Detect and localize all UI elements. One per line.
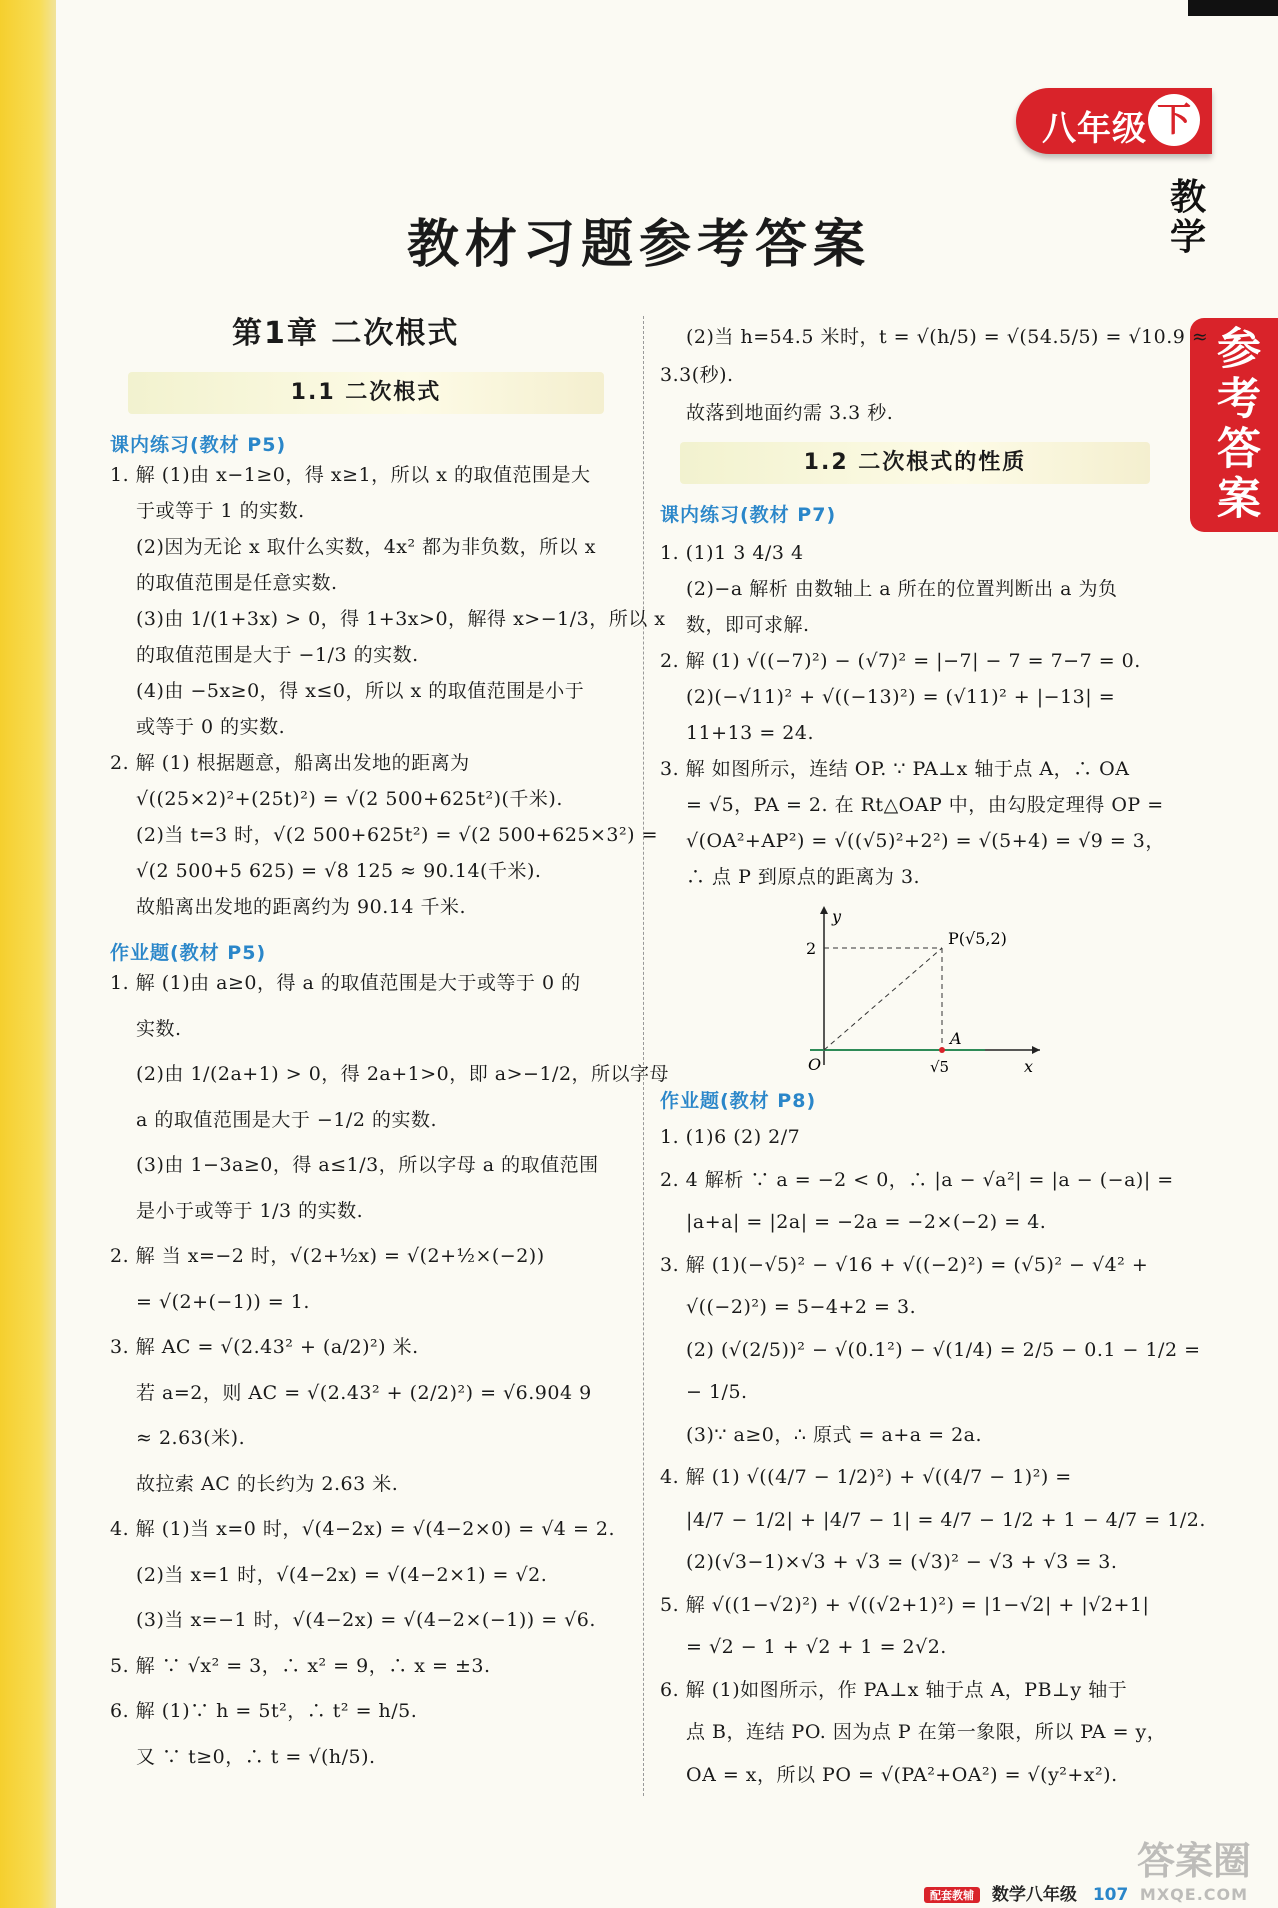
answer-line: 1. 解 (1)由 a≥0，得 a 的取值范围是大于或等于 0 的 [110,972,581,994]
answer-line: OA = x，所以 PO = √(PA²+OA²) = √(y²+x²). [686,1763,1118,1786]
answer-line: 点 B，连结 PO. 因为点 P 在第一象限，所以 PA = y， [686,1721,1167,1743]
watermark-logo [1110,1830,1278,1908]
subhead-homework-2: 作业题(教材 P8) [660,1090,817,1112]
answer-line: (3)由 1/(1+3x) > 0，得 1+3x>0，解得 x>−1/3，所以 x [136,608,666,630]
answer-line: 若 a=2，则 AC = √(2.43² + (2/2)²) = √6.904 9 [136,1381,592,1404]
a-label: A [950,1029,962,1048]
answer-line: 1. 解 (1)由 x−1≥0，得 x≥1，所以 x 的取值范围是大 [110,464,591,486]
answer-line: 的取值范围是大于 −1/3 的实数. [136,644,419,666]
answer-line: a 的取值范围是大于 −1/2 的实数. [136,1108,437,1131]
answer-line: 于或等于 1 的实数. [136,500,305,522]
answer-line: ≈ 2.63(米). [136,1427,246,1449]
answer-line: 2. 4 解析 ∵ a = −2 < 0，∴ |a − √a²| = |a − (−a)| = [660,1168,1174,1191]
watermark-text: 答案圈 [1136,1839,1251,1883]
answer-line: 数，即可求解. [686,614,810,636]
subhead-in-class-practice-2: 课内练习(教材 P7) [660,504,837,526]
answer-line: (3)当 x=−1 时，√(4−2x) = √(4−2×(−1)) = √6. [136,1609,596,1631]
o-label: O [808,1055,822,1074]
answer-line: 或等于 0 的实数. [136,716,286,738]
answer-line: |a+a| = |2a| = −2a = −2×(−2) = 4. [686,1211,1047,1233]
subhead-homework: 作业题(教材 P5) [110,942,267,964]
coordinate-graph [770,900,1050,1080]
answer-line: 5. 解 ∵ √x² = 3，∴ x² = 9，∴ x = ±3. [110,1654,491,1677]
answer-line: 6. 解 (1)如图所示，作 PA⊥x 轴于点 A，PB⊥y 轴于 [660,1678,1128,1701]
term-label: 下 [1148,94,1200,146]
answer-line: (2)当 x=1 时，√(4−2x) = √(4−2×1) = √2. [136,1563,548,1586]
answer-line: 3. 解 (1)(−√5)² − √16 + √((−2)²) = (√5)² − √4² + [660,1253,1149,1276]
column-divider [643,316,644,1796]
answer-line: (2)(√3−1)×√3 + √3 = (√3)² − √3 + √3 = 3. [686,1551,1118,1573]
answer-line: = √5，PA = 2. 在 Rt△OAP 中，由勾股定理得 OP = [686,794,1164,816]
answer-line: |4/7 − 1/2| + |4/7 − 1| = 4/7 − 1/2 + 1 − 4/7 = 1/2. [686,1508,1206,1531]
answer-line: = √2 − 1 + √2 + 1 = 2√2. [686,1636,947,1658]
answer-line: 6. 解 (1)∵ h = 5t²，∴ t² = h/5. [110,1700,418,1722]
answer-line: √(2 500+5 625) = √8 125 ≈ 90.14(千米). [136,860,542,882]
footer-badge: 配套教辅 [924,1887,980,1903]
section-heading-1-1: 1.1 二次根式 [128,372,604,414]
answer-line: 4. 解 (1) √((4/7 − 1/2)²) + √((4/7 − 1)²) = [660,1466,1072,1488]
answer-line: (3)∵ a≥0，∴ 原式 = a+a = 2a. [686,1423,983,1446]
top-corner-bar [1188,0,1278,16]
y-label: y [832,907,842,926]
chapter-title: 第1章 二次根式 [232,316,460,351]
side-tab-answers: 参考答案 [1190,318,1278,532]
answer-line: 3.3(秒). [660,364,734,386]
grade-badge [1016,88,1212,154]
answer-line: 3. 解 如图所示，连结 OP. ∵ PA⊥x 轴于点 A，∴ OA [660,758,1130,780]
x-label: x [1024,1057,1034,1076]
yellow-margin-strip [0,0,56,1908]
answer-line: ∴ 点 P 到原点的距离为 3. [686,866,921,888]
page-number: 107 [1092,1885,1129,1905]
answer-line: (2)(−√11)² + √((−13)²) = (√11)² + |−13| = [686,686,1116,708]
point-p-label: P(√5,2) [948,929,1007,948]
subhead-in-class-practice: 课内练习(教材 P5) [110,434,287,456]
answer-line: (2) (√(2/5))² − √(0.1²) − √(1/4) = 2/5 − 0.1 − 1/2 = [686,1338,1201,1361]
section-heading-1-2: 1.2 二次根式的性质 [680,442,1150,484]
answer-line: 实数. [136,1017,182,1040]
point-a [939,1047,945,1053]
answer-line: 故落到地面约需 3.3 秒. [686,402,894,424]
answer-line: (3)由 1−3a≥0，得 a≤1/3，所以字母 a 的取值范围 [136,1154,599,1176]
side-fragment: 教学 [1170,177,1207,258]
watermark-url: MXQE.COM [1139,1885,1249,1904]
answer-line: 2. 解 当 x=−2 时，√(2+½x) = √(2+½×(−2)) [110,1245,545,1267]
answer-line: (2)−a 解析 由数轴上 a 所在的位置判断出 a 为负 [686,578,1118,600]
answer-line: √(OA²+AP²) = √((√5)²+2²) = √(5+4) = √9 = 3， [686,830,1165,852]
answer-line: √((25×2)²+(25t)²) = √(2 500+625t²)(千米). [136,788,563,810]
answer-line: 故船离出发地的距离约为 90.14 千米. [136,896,467,918]
x-axis-arrow-icon [1032,1046,1040,1054]
answer-line: 是小于或等于 1/3 的实数. [136,1199,364,1222]
answer-line: 的取值范围是任意实数. [136,572,338,594]
answer-line: 1. (1)6 (2) 2/7 [660,1126,801,1148]
answer-line: (2)因为无论 x 取什么实数，4x² 都为非负数，所以 x [136,536,596,558]
answer-line: (2)由 1/(2a+1) > 0，得 2a+1>0，即 a>−1/2，所以字母 [136,1063,670,1085]
answer-line: 11+13 = 24. [686,722,814,744]
answer-line: (4)由 −5x≥0，得 x≤0，所以 x 的取值范围是小于 [136,680,585,702]
answer-line: 2. 解 (1) 根据题意，船离出发地的距离为 [110,752,470,774]
answer-line: 5. 解 √((1−√2)²) + √((√2+1)²) = |1−√2| + |√2+1| [660,1593,1150,1616]
y-axis-arrow-icon [820,906,828,914]
answer-line: 又 ∵ t≥0，∴ t = √(h/5). [136,1745,376,1768]
answer-line: 3. 解 AC = √(2.43² + (a/2)²) 米. [110,1336,419,1358]
answer-line: 2. 解 (1) √((−7)²) − (√7)² = |−7| − 7 = 7−7 = 0. [660,650,1141,672]
grade-label: 八年级 [1042,109,1147,149]
answer-line: √((−2)²) = 5−4+2 = 3. [686,1296,917,1318]
answer-line: − 1/5. [686,1381,748,1403]
page-footer [924,1880,1128,1905]
answer-line: (2)当 h=54.5 米时，t = √(h/5) = √(54.5/5) = √10.9 ≈ [686,326,1209,348]
answer-line: 故拉索 AC 的长约为 2.63 米. [136,1472,399,1495]
dashed-op [824,948,942,1050]
x-tick: √5 [930,1058,950,1076]
answer-line: (2)当 t=3 时，√(2 500+625t²) = √(2 500+625×3²) = [136,824,658,846]
page-title: 教材习题参考答案 [406,214,871,275]
footer-text: 数学八年级 [991,1885,1077,1905]
y-tick: 2 [806,939,817,958]
answer-line: 4. 解 (1)当 x=0 时，√(4−2x) = √(4−2×0) = √4 = 2. [110,1518,616,1540]
answer-line: = √(2+(−1)) = 1. [136,1290,310,1313]
answer-line: 1. (1)1 3 4/3 4 [660,542,804,564]
